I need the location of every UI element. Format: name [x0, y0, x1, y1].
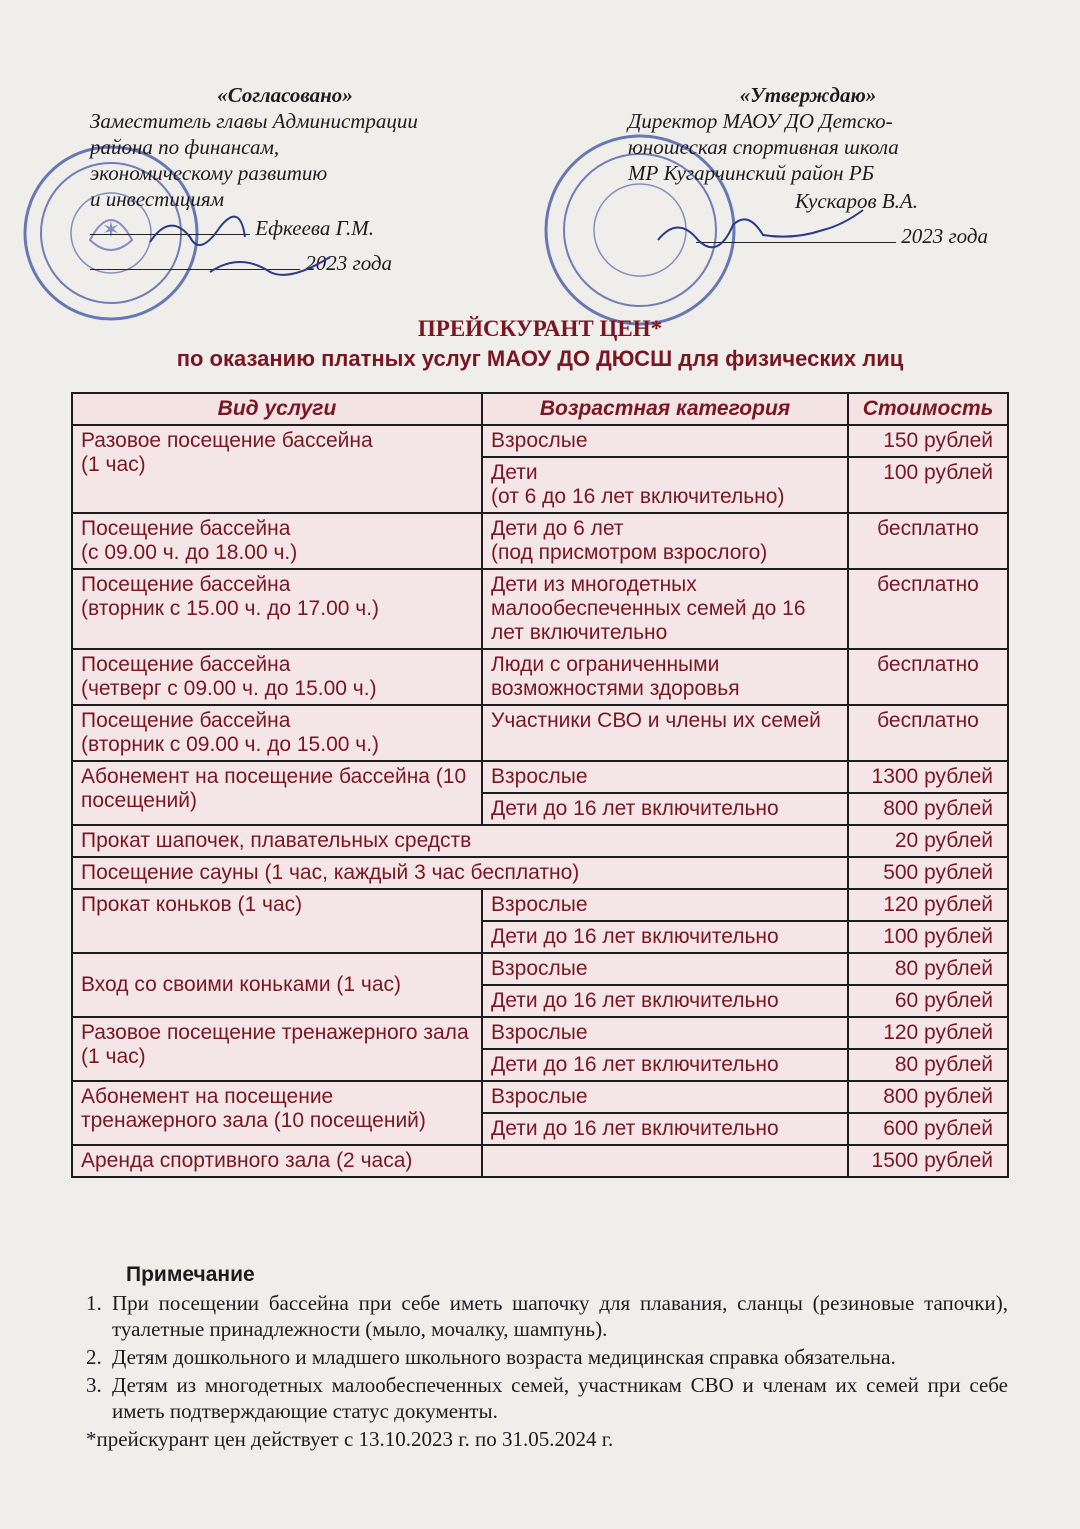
price-cell: 150 рублей — [848, 425, 1008, 457]
service-cell: Абонемент на посещение тренажерного зала (10 посещений) — [72, 1081, 482, 1145]
price-cell: 100 рублей — [848, 457, 1008, 513]
category-cell: Дети (от 6 до 16 лет включительно) — [482, 457, 848, 513]
handwritten-signature — [130, 202, 360, 282]
note-item — [86, 1372, 1008, 1424]
category-cell: Взрослые — [482, 761, 848, 793]
table-row — [72, 705, 1008, 761]
table-row — [72, 1081, 1008, 1113]
table-row — [72, 425, 1008, 457]
table-row — [72, 825, 1008, 857]
price-cell: 80 рублей — [848, 1049, 1008, 1081]
category-cell: Дети до 16 лет включительно — [482, 921, 848, 953]
price-table — [71, 392, 1009, 1178]
category-cell: Взрослые — [482, 425, 848, 457]
service-cell: Посещение бассейна (вторник с 09.00 ч. до 15.00 ч.) — [72, 705, 482, 761]
price-cell: 1500 рублей — [848, 1145, 1008, 1177]
approval-line: экономическому развитию — [90, 161, 328, 185]
approval-line: МР Кугарчинский район РБ — [628, 161, 875, 185]
document-subtitle: по оказанию платных услуг МАОУ ДО ДЮСШ для физических лиц — [176, 346, 904, 371]
svg-text:✶: ✶ — [101, 217, 121, 242]
price-cell: 80 рублей — [848, 953, 1008, 985]
category-cell: Взрослые — [482, 889, 848, 921]
category-cell: Дети из многодетных малообеспеченных семей до 16 лет включительно — [482, 569, 848, 649]
note-item — [86, 1344, 1008, 1370]
category-cell: Дети до 16 лет включительно — [482, 1113, 848, 1145]
service-cell: Прокат коньков (1 час) — [72, 889, 482, 953]
service-cell: Разовое посещение тренажерного зала (1 час) — [72, 1017, 482, 1081]
category-cell: Взрослые — [482, 1017, 848, 1049]
note-number: 2. — [86, 1345, 102, 1369]
category-cell: Взрослые — [482, 953, 848, 985]
note-item — [86, 1290, 1008, 1342]
category-cell: Взрослые — [482, 1081, 848, 1113]
service-cell: Абонемент на посещение бассейна (10 посещений) — [72, 761, 482, 825]
price-cell: 100 рублей — [848, 921, 1008, 953]
price-cell: бесплатно — [848, 513, 1008, 569]
service-cell: Прокат шапочек, плавательных средств — [72, 825, 848, 857]
approval-heading: «Утверждаю» — [739, 83, 877, 107]
category-cell: Дети до 16 лет включительно — [482, 793, 848, 825]
price-cell: бесплатно — [848, 569, 1008, 649]
note-number: 3. — [86, 1373, 102, 1397]
price-cell: 60 рублей — [848, 985, 1008, 1017]
table-row — [72, 889, 1008, 921]
approval-line: района по финансам, — [90, 135, 280, 159]
note-text: Детям из многодетных малообеспеченных семей, участникам СВО и членам их семей при себе иметь подтверждающие статус документы. — [112, 1373, 1008, 1423]
approval-line: Директор МАОУ ДО Детско- — [628, 109, 893, 133]
price-cell: 800 рублей — [848, 1081, 1008, 1113]
approval-block-agreed — [90, 82, 480, 276]
approval-year: 2023 года — [305, 251, 393, 275]
table-row — [72, 513, 1008, 569]
service-cell: Посещение бассейна (четверг с 09.00 ч. до 15.00 ч.) — [72, 649, 482, 705]
approval-line: и инвестициям — [90, 187, 224, 211]
table-header-row — [72, 393, 1008, 425]
category-cell-empty — [482, 1145, 848, 1177]
table-row — [72, 761, 1008, 793]
service-cell: Посещение бассейна (с 09.00 ч. до 18.00 ч.) — [72, 513, 482, 569]
price-cell: 1300 рублей — [848, 761, 1008, 793]
category-cell: Дети до 16 лет включительно — [482, 985, 848, 1017]
price-cell: бесплатно — [848, 705, 1008, 761]
service-cell: Посещение бассейна (вторник с 15.00 ч. до 17.00 ч.) — [72, 569, 482, 649]
note-number: 1. — [86, 1291, 102, 1315]
category-cell: Участники СВО и члены их семей — [482, 705, 848, 761]
approval-year: 2023 года — [901, 224, 988, 248]
column-header: Возрастная категория — [482, 393, 848, 425]
price-cell: 120 рублей — [848, 1017, 1008, 1049]
service-cell: Аренда спортивного зала (2 часа) — [72, 1145, 482, 1177]
service-cell: Посещение сауны (1 час, каждый 3 час бесплатно) — [72, 857, 848, 889]
price-cell: 800 рублей — [848, 793, 1008, 825]
price-cell: 500 рублей — [848, 857, 1008, 889]
table-row — [72, 857, 1008, 889]
table-row — [72, 649, 1008, 705]
table-row — [72, 569, 1008, 649]
notes-section — [86, 1262, 1008, 1452]
table-row — [72, 1145, 1008, 1177]
price-cell: бесплатно — [848, 649, 1008, 705]
approval-block-approved — [628, 82, 988, 249]
price-cell: 20 рублей — [848, 825, 1008, 857]
notes-heading: Примечание — [126, 1263, 255, 1286]
document-title: ПРЕЙСКУРАНТ ЦЕН* — [417, 316, 663, 341]
table-row — [72, 1017, 1008, 1049]
approval-heading: «Согласовано» — [217, 83, 353, 107]
note-text: При посещении бассейна при себе иметь шапочку для плавания, сланцы (резиновые тапочки), туалетные принадлежности (мыло, мочалку, шампунь). — [112, 1291, 1008, 1341]
column-header: Вид услуги — [72, 393, 482, 425]
validity-note: *прейскурант цен действует с 13.10.2023 г. по 31.05.2024 г. — [86, 1427, 614, 1451]
column-header: Стоимость — [848, 393, 1008, 425]
category-cell: Дети до 16 лет включительно — [482, 1049, 848, 1081]
service-cell: Разовое посещение бассейна (1 час) — [72, 425, 482, 513]
category-cell: Дети до 6 лет (под присмотром взрослого) — [482, 513, 848, 569]
signer-name: Кускаров В.А. — [794, 189, 918, 213]
signer-name: Ефкеева Г.М. — [255, 216, 375, 240]
price-cell: 600 рублей — [848, 1113, 1008, 1145]
service-cell: Вход со своими коньками (1 час) — [72, 953, 482, 1017]
category-cell: Люди с ограниченными возможностями здоровья — [482, 649, 848, 705]
table-row — [72, 953, 1008, 985]
approval-line: Заместитель главы Администрации — [90, 109, 418, 133]
approval-line: юношеская спортивная школа — [628, 135, 899, 159]
handwritten-signature — [648, 200, 868, 270]
note-text: Детям дошкольного и младшего школьного возраста медицинская справка обязательна. — [112, 1345, 896, 1369]
price-cell: 120 рублей — [848, 889, 1008, 921]
